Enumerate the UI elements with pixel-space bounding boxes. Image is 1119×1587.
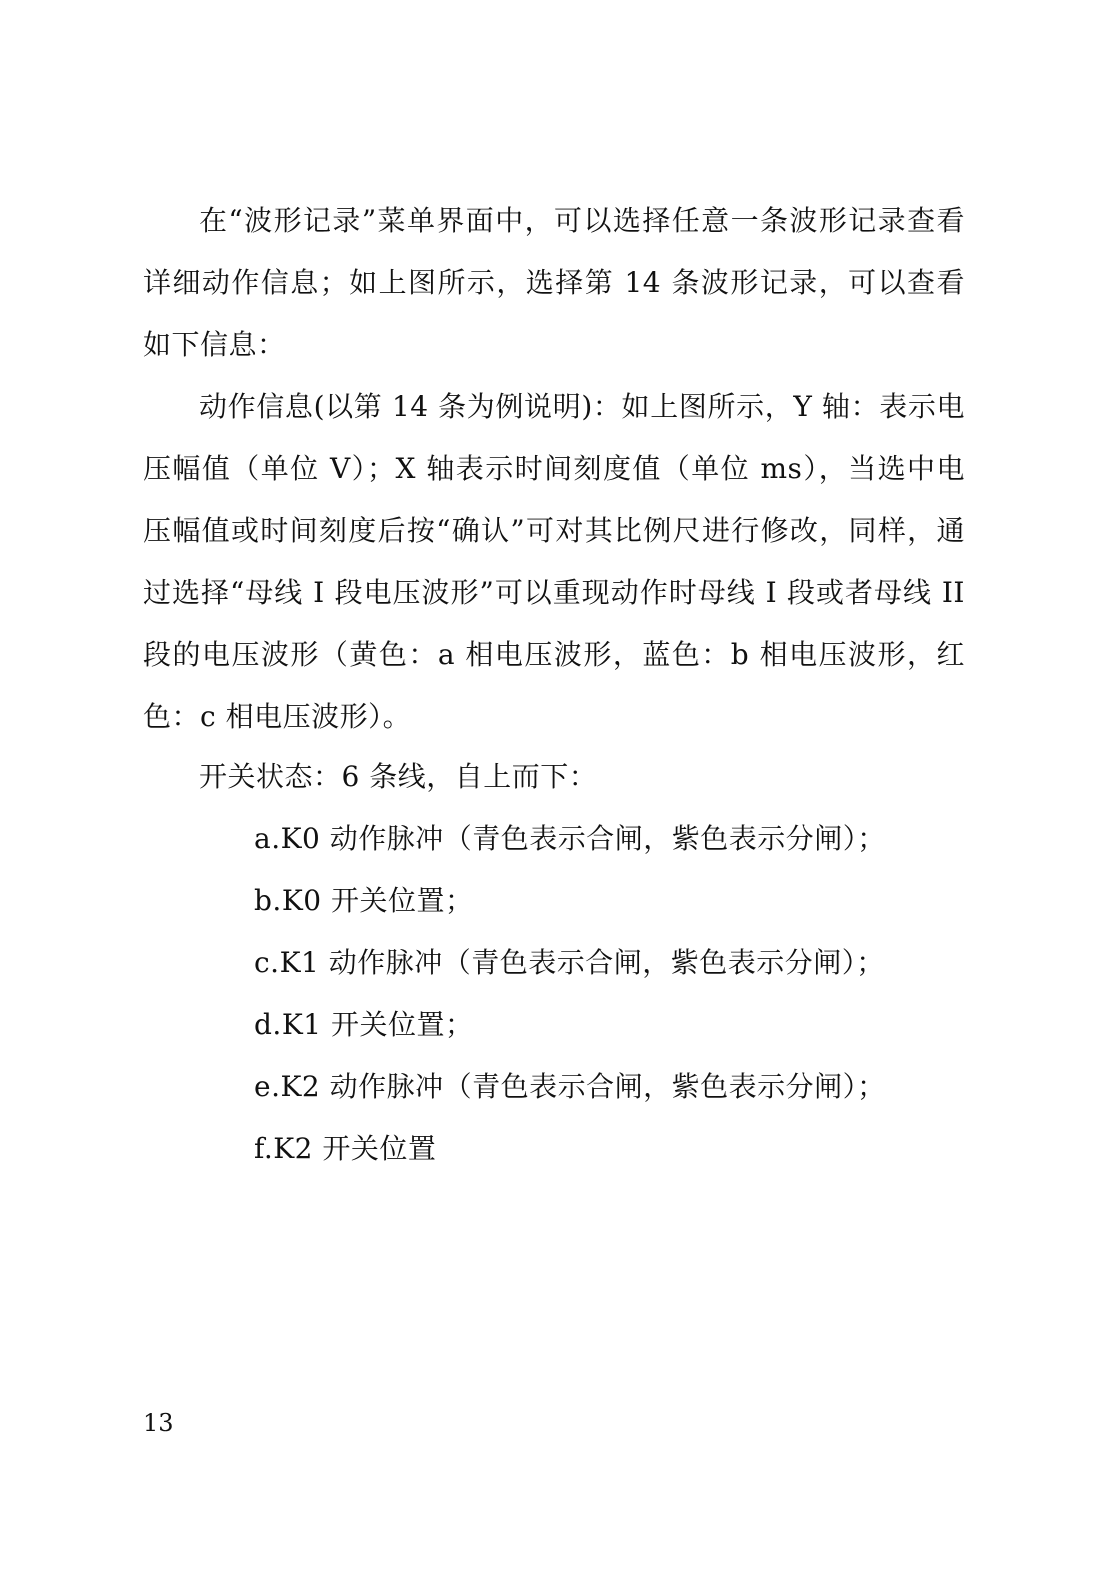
list-item: d.K1 开关位置； xyxy=(254,1008,474,1041)
list-item: c.K1 动作脉冲（青色表示合闸，紫色表示分闸）； xyxy=(254,946,885,979)
page-number: 13 xyxy=(143,1409,174,1437)
paragraph-action-info: 动作信息(以第 14 条为例说明)：如上图所示，Y 轴：表示电压幅值（单位 V）；X 轴表示时间刻度值（单位 ms），当选中电压幅值或时间刻度后按“确认”可对其比例尺进行修改，同样，通过选择“母线 I 段电压波形”可以重现动作时母线 I 段或者母线 II 段的电压波形（黄色：a 相电压波形，蓝色：b 相电压波形，红色：c 相电压波形）。 xyxy=(143,390,965,733)
list-item: b.K0 开关位置； xyxy=(254,884,474,917)
switch-status-heading: 开关状态：6 条线，自上而下： xyxy=(199,760,598,793)
list-item: a.K0 动作脉冲（青色表示合闸，紫色表示分闸）； xyxy=(254,822,886,855)
list-item: e.K2 动作脉冲（青色表示合闸，紫色表示分闸）； xyxy=(254,1070,886,1103)
list-item: f.K2 开关位置 xyxy=(254,1132,437,1165)
switch-status-list xyxy=(254,808,886,1180)
paragraph-waveform-record-intro: 在“波形记录”菜单界面中，可以选择任意一条波形记录查看详细动作信息；如上图所示，选择第 14 条波形记录，可以查看如下信息： xyxy=(143,204,965,361)
